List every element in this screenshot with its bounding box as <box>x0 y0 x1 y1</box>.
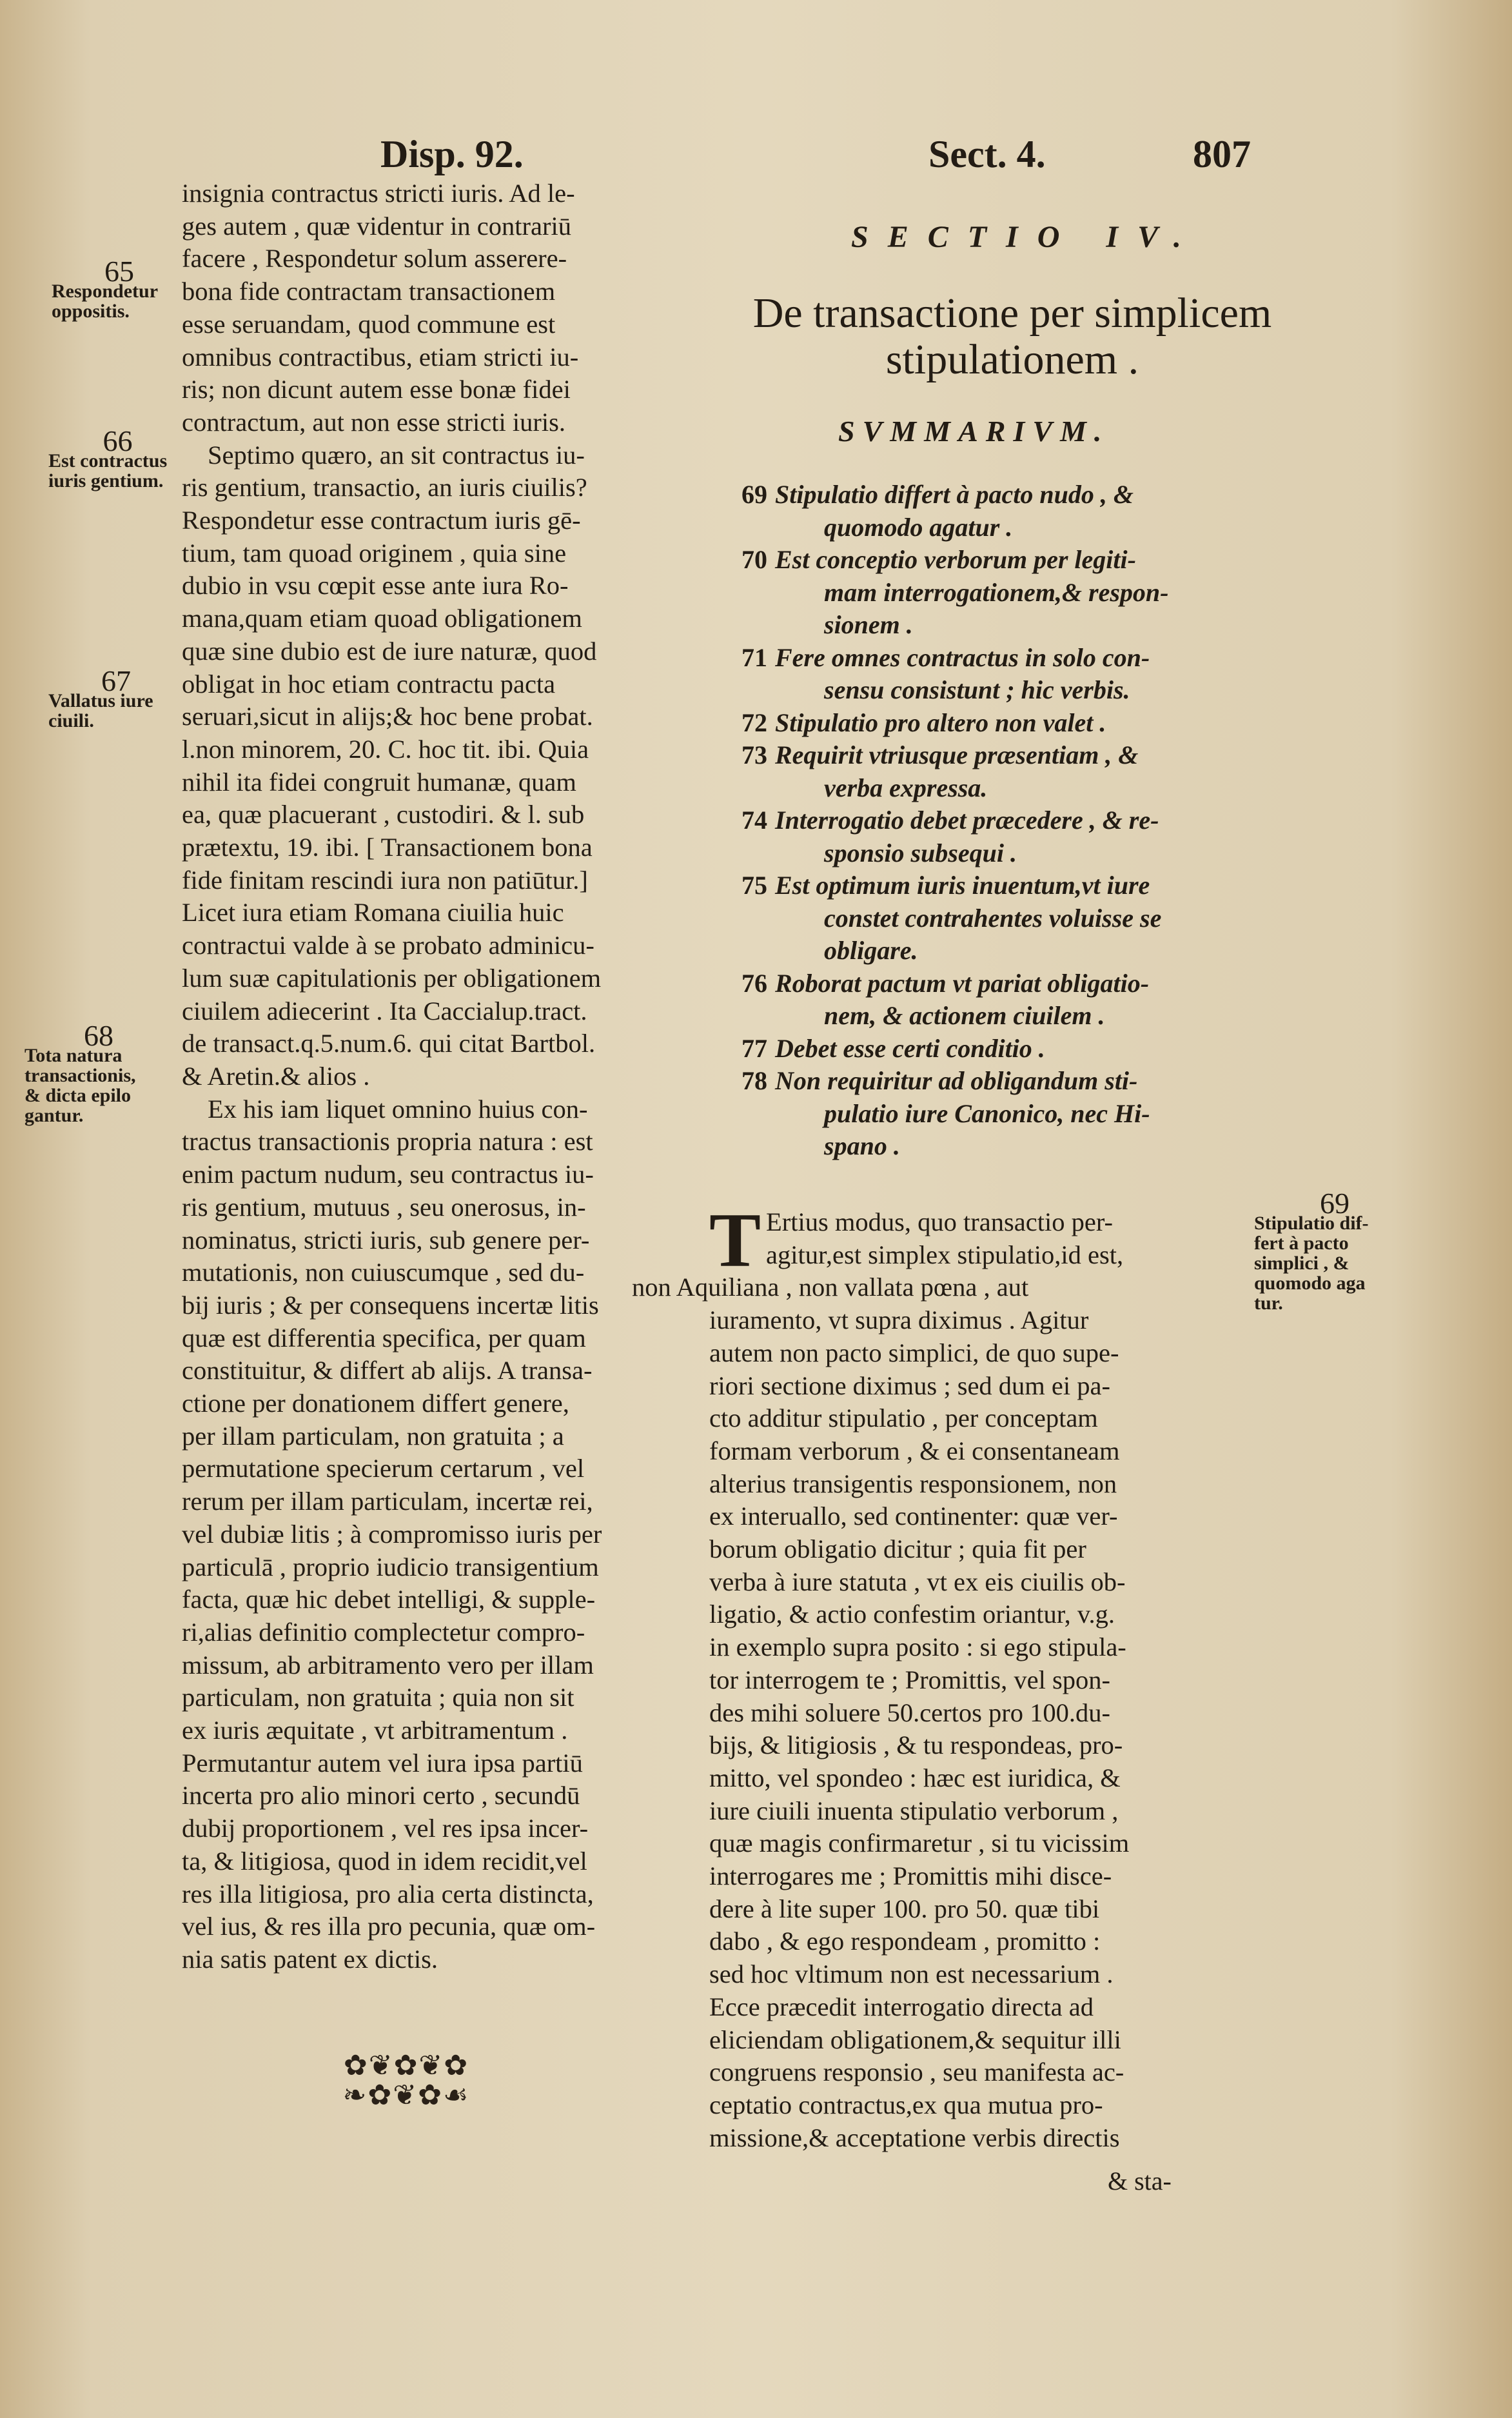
summary-title: SVMMARIVM. <box>838 415 1110 448</box>
summary-item-number: 71 <box>741 642 767 672</box>
summary-item-number: 76 <box>741 968 767 998</box>
text-line: verba à iure statuta , vt ex eis ciuilis ob- <box>709 1567 1126 1596</box>
text-line: iure ciuili inuenta stipulatio verborum , <box>709 1796 1119 1825</box>
text-line: & Aretin.& alios . <box>182 1061 370 1091</box>
margin-note-text: Stipulatio dif- <box>1254 1213 1369 1234</box>
text-line: formam verborum , & ei consentaneam <box>709 1436 1120 1465</box>
text-line: facta, quæ hic debet intelligi, & supple- <box>182 1585 596 1614</box>
text-line: quæ sine dubio est de iure naturæ, quod <box>182 636 597 666</box>
text-line: rerum per illam particulam, incertæ rei, <box>182 1487 593 1516</box>
summary-item <box>741 1065 1270 1163</box>
text-line: dubij proportionem , vel res ipsa incer- <box>182 1814 589 1843</box>
text-line: constituitur, & differt ab alijs. A transa- <box>182 1356 593 1385</box>
summary-item <box>741 707 1270 740</box>
text-line: particulam, non gratuita ; quia non sit <box>182 1683 574 1712</box>
text-line: Ecce præcedit interrogatio directa ad <box>709 1992 1094 2021</box>
text-line: permutatione specierum certarum , vel <box>182 1454 585 1483</box>
text-line: Ertius modus, quo transactio per- <box>766 1207 1113 1236</box>
text-line: alterius transigentis responsionem, non <box>709 1469 1117 1498</box>
summary-item-line: Stipulatio pro altero non valet . <box>775 708 1106 737</box>
margin-note-text: transactionis, <box>25 1065 136 1086</box>
summary-item-line: Requirit vtriusque præsentiam , & <box>775 740 1139 769</box>
text-line: fide finitam rescindi iura non patiūtur.] <box>182 865 588 895</box>
text-line: bijs, & litigiosis , & tu respondeas, pro- <box>709 1730 1123 1760</box>
text-line: per illam particulam, non gratuita ; a <box>182 1421 564 1451</box>
margin-note-66 <box>48 424 187 491</box>
text-line: agitur,est simplex stipulatio,id est, <box>766 1240 1124 1269</box>
text-line: nominatus, stricti iuris, sub genere per- <box>182 1225 590 1254</box>
text-line: nihil ita fidei congruit humanæ, quam <box>182 767 576 797</box>
ornament-row: ❧✿❦✿☙ <box>342 2079 470 2111</box>
text-line: esse seruandam, quod commune est <box>182 309 556 339</box>
margin-note-text: oppositis. <box>52 301 130 322</box>
margin-note-text: simplici , & <box>1254 1253 1350 1274</box>
printers-ornament <box>326 2051 487 2112</box>
text-line: bij iuris ; & per consequens incertæ litis <box>182 1290 599 1320</box>
text-line: nia satis patent ex dictis. <box>182 1944 438 1974</box>
text-line: ris gentium, transactio, an iuris ciuilis? <box>182 473 587 502</box>
text-line: facere , Respondetur solum asserere- <box>182 244 567 273</box>
summary-item <box>741 544 1270 642</box>
text-line: Licet iura etiam Romana ciuilia huic <box>182 898 564 927</box>
text-line: ea, quæ placuerant , custodiri. & l. sub <box>182 800 585 829</box>
text-line: ex iuris æquitate , vt arbitramentum . <box>182 1716 568 1745</box>
text-line: interrogares me ; Promittis mihi disce- <box>709 1861 1112 1891</box>
text-line: borum obligatio dicitur ; quia fit per <box>709 1534 1086 1564</box>
text-line: incerta pro alio minori certo , secundū <box>182 1781 580 1810</box>
section-title: SECTIO IV. <box>851 220 1201 254</box>
margin-note-text: ciuili. <box>48 710 94 731</box>
summary-item-number: 78 <box>741 1066 767 1095</box>
text-line: Respondetur esse contractum iuris gē- <box>182 506 581 535</box>
margin-note-text: iuris gentium. <box>48 470 164 491</box>
margin-note-number: 65 <box>104 255 134 288</box>
text-line: ceptatio contractus,ex qua mutua pro- <box>709 2090 1103 2119</box>
text-line: lum suæ capitulationis per obligationem <box>182 963 602 993</box>
text-line: Permutantur autem vel iura ipsa partiū <box>182 1748 583 1778</box>
text-line: ciuilem adiecerint . Ita Caccialup.tract. <box>182 996 587 1026</box>
margin-note-text: gantur. <box>25 1105 84 1126</box>
text-line: riori sectione diximus ; sed dum ei pa- <box>709 1371 1110 1400</box>
text-line: eliciendam obligationem,& sequitur illi <box>709 2025 1121 2054</box>
margin-note-68 <box>25 1019 173 1126</box>
text-line: Septimo quæro, an sit contractus iu- <box>208 440 585 470</box>
summary-item-line: pulatio iure Canonico, nec Hi- <box>824 1098 1150 1128</box>
margin-note-67 <box>48 664 184 731</box>
text-line: quæ est differentia specifica, per quam <box>182 1323 586 1353</box>
text-line: mana,quam etiam quoad obligationem <box>182 604 582 633</box>
text-line: res illa litigiosa, pro alia certa distincta, <box>182 1879 594 1908</box>
text-line: tractus transactionis propria natura : est <box>182 1127 593 1156</box>
text-line: ris; non dicunt autem esse bonæ fidei <box>182 375 571 404</box>
summary-item <box>741 869 1270 967</box>
text-line: non Aquiliana , non vallata pœna , aut <box>632 1273 1029 1302</box>
text-line: in exemplo supra posito : si ego stipula- <box>709 1632 1126 1662</box>
text-line: particulā , proprio iudicio transigentium <box>182 1552 599 1581</box>
summary-item-line: Roborat pactum vt pariat obligatio- <box>775 968 1150 998</box>
text-line: ri,alias definitio complectetur compro- <box>182 1617 585 1647</box>
left-text-column <box>182 177 717 1976</box>
text-line: tor interrogem te ; Promittis, vel spon- <box>709 1665 1111 1694</box>
summary-item-number: 73 <box>741 740 767 769</box>
summary-item-number: 70 <box>741 545 767 574</box>
text-line: congruens responsio , seu manifesta ac- <box>709 2057 1124 2087</box>
summary-item-line: Est optimum iuris inuentum,vt iure <box>775 871 1150 900</box>
margin-note-number: 67 <box>101 664 131 697</box>
summary-item-line: Est conceptio verborum per legiti- <box>775 545 1136 574</box>
summary-item <box>741 1033 1270 1065</box>
summary-item-line: sensu consistunt ; hic verbis. <box>824 675 1130 704</box>
section-heading-line: stipulationem . <box>885 336 1139 383</box>
summary-item-line: Fere omnes contractus in solo con- <box>775 642 1150 672</box>
text-line: obligat in hoc etiam contractu pacta <box>182 669 556 699</box>
margin-note-text: Vallatus iure <box>48 690 153 711</box>
summary-item-line: Stipulatio differt à pacto nudo , & <box>775 480 1134 509</box>
summary-item-line: constet contrahentes voluisse se <box>824 903 1162 933</box>
text-line: ta, & litigiosa, quod in idem recidit,vel <box>182 1846 587 1876</box>
margin-note-text: fert à pacto <box>1254 1233 1349 1254</box>
margin-note-text: quomodo aga <box>1254 1273 1366 1294</box>
margin-note-text: Est contractus <box>48 450 168 471</box>
summary-item-number: 77 <box>741 1033 767 1063</box>
ornament-row: ✿❦✿❦✿ <box>343 2050 469 2081</box>
text-line: cto additur stipulatio , per conceptam <box>709 1403 1098 1433</box>
margin-note-text: & dicta epilo <box>25 1085 131 1106</box>
summary-item <box>741 479 1270 544</box>
text-line: sed hoc vltimum non est necessarium . <box>709 1959 1114 1989</box>
text-line: mitto, vel spondeo : hæc est iuridica, & <box>709 1763 1121 1792</box>
margin-note-65 <box>52 255 187 322</box>
summary-item-line: nem, & actionem ciuilem . <box>824 1001 1105 1030</box>
text-line: contractui valde à se probato adminicu- <box>182 931 594 960</box>
text-line: seruari,sicut in alijs;& hoc bene probat. <box>182 702 593 731</box>
margin-note-text: tur. <box>1254 1293 1283 1314</box>
summary-item <box>741 967 1270 1033</box>
summary-item <box>741 804 1270 869</box>
text-line: dabo , & ego respondeam , promitto : <box>709 1927 1101 1956</box>
catchword: & sta- <box>1108 2166 1172 2195</box>
right-text-column <box>632 1197 1257 2154</box>
text-line: quæ magis confirmaretur , si tu vicissim <box>709 1828 1130 1858</box>
text-line: prætextu, 19. ibi. [ Transactionem bona <box>182 833 593 862</box>
text-line: autem non pacto simplici, de quo supe- <box>709 1338 1119 1367</box>
running-head-disputation: Disp. 92. <box>380 133 524 175</box>
summary-item-line: sponsio subsequi . <box>824 838 1017 867</box>
summary-item-line: quomodo agatur . <box>824 512 1013 542</box>
text-line: contractum, aut non esse stricti iuris. <box>182 407 565 437</box>
text-line: des mihi soluere 50.certos pro 100.du- <box>709 1698 1110 1727</box>
text-line: bona fide contractam transactionem <box>182 277 556 306</box>
text-line: vel ius, & res illa pro pecunia, quæ om- <box>182 1912 596 1941</box>
summary-item-number: 69 <box>741 480 767 509</box>
text-line: iuramento, vt supra diximus . Agitur <box>709 1305 1089 1335</box>
text-line: Ex his iam liquet omnino huius con- <box>208 1094 588 1124</box>
summary-item-line: mam interrogationem,& respon- <box>824 577 1169 607</box>
summary-item-number: 74 <box>741 806 767 835</box>
text-line: missum, ab arbitramento vero per illam <box>182 1650 594 1680</box>
text-line: ges autem , quæ videntur in contrariū <box>182 211 571 241</box>
section-heading <box>745 290 1280 383</box>
summary-item-line: sionem . <box>824 610 913 639</box>
text-line: ligatio, & actio confestim oriantur, v.g. <box>709 1600 1115 1629</box>
margin-note-text: Tota natura <box>25 1045 123 1066</box>
text-line: omnibus contractibus, etiam stricti iu- <box>182 342 579 372</box>
text-line: tium, tam quoad originem , quia sine <box>182 538 567 568</box>
section-heading-line: De transactione per simplicem <box>752 290 1272 337</box>
margin-note-number: 68 <box>84 1019 113 1052</box>
margin-note-number: 69 <box>1320 1187 1350 1220</box>
text-line: insignia contractus stricti iuris. Ad le- <box>182 179 575 208</box>
text-line: ctione per donationem differt genere, <box>182 1389 569 1418</box>
running-head-section: Sect. 4. <box>928 133 1046 175</box>
text-line: ex interuallo, sed continenter: quæ ver- <box>709 1501 1118 1531</box>
summary-list <box>741 479 1270 1163</box>
summary-item-line: Non requiritur ad obligandum sti- <box>775 1066 1138 1095</box>
drop-cap: T <box>709 1197 761 1283</box>
text-line: dubio in vsu cœpit esse ante iura Ro- <box>182 571 569 600</box>
summary-item <box>741 642 1270 707</box>
text-line: l.non minorem, 20. C. hoc tit. ibi. Quia <box>182 734 589 764</box>
summary-item-line: Debet esse certi conditio . <box>775 1033 1045 1063</box>
summary-item-line: obligare. <box>824 936 918 965</box>
summary-item-line: Interrogatio debet præcedere , & re- <box>775 806 1159 835</box>
text-line: ris gentium, mutuus , seu onerosus, in- <box>182 1192 586 1222</box>
summary-item-number: 75 <box>741 871 767 900</box>
margin-note-69 <box>1254 1187 1415 1314</box>
text-line: vel dubiæ litis ; à compromisso iuris per <box>182 1519 602 1549</box>
text-line: dere à lite super 100. pro 50. quæ tibi <box>709 1894 1100 1923</box>
text-line: de transact.q.5.num.6. qui citat Bartbol. <box>182 1029 596 1058</box>
summary-item-number: 72 <box>741 708 767 737</box>
text-line: missione,& acceptatione verbis directis <box>709 2123 1120 2152</box>
text-line: mutationis, non cuiuscumque , sed du- <box>182 1258 585 1287</box>
margin-note-text: Respondetur <box>52 281 159 302</box>
summary-item <box>741 739 1270 804</box>
margin-note-number: 66 <box>103 424 133 457</box>
summary-item-line: spano . <box>824 1131 900 1160</box>
text-line: enim pactum nudum, seu contractus iu- <box>182 1160 594 1189</box>
summary-item-line: verba expressa. <box>824 773 988 802</box>
page-number: 807 <box>1193 133 1251 175</box>
